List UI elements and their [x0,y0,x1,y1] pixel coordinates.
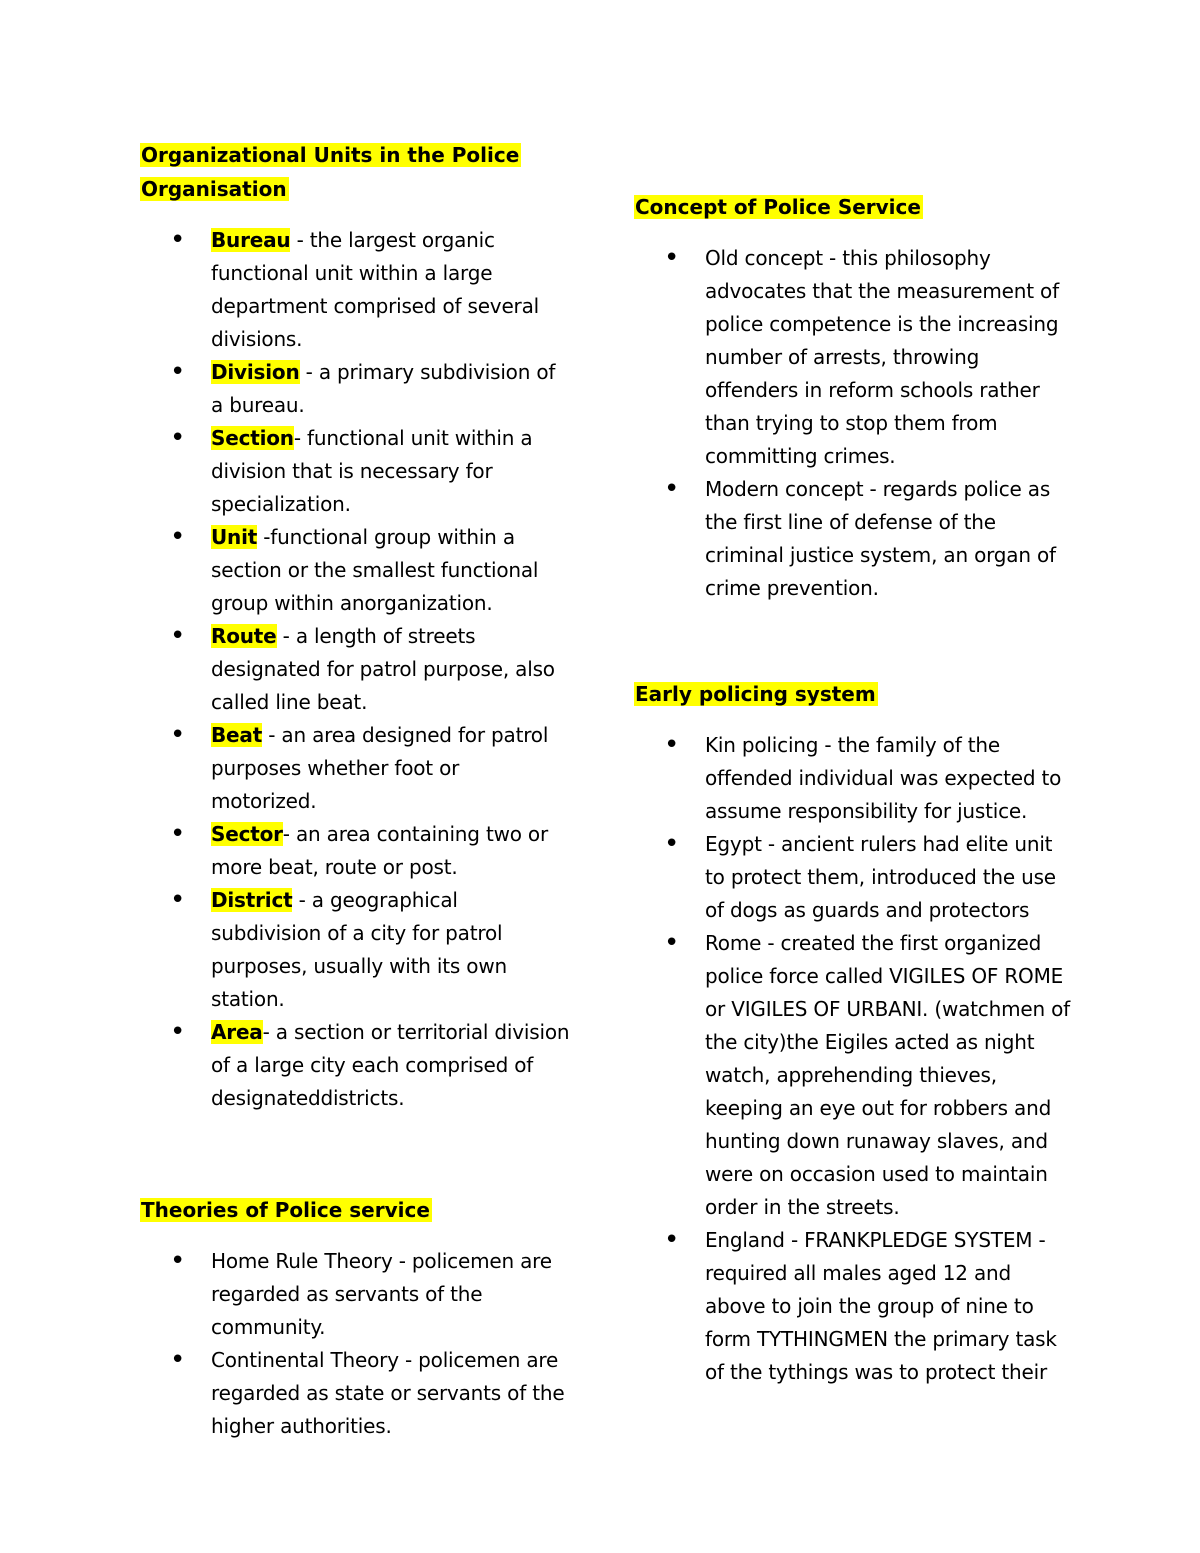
list-item [140,1016,570,1115]
list-item: • Kin policing - the family of the offended individual was expected to assume responsibility for justice. [634,729,1074,828]
heading-line: Organizational Units in the Police [141,143,520,167]
concept-list [634,242,1074,605]
list-item [140,620,570,719]
theories-list [140,1245,570,1443]
list-item [140,356,570,422]
term: Beat [211,723,263,747]
section-heading [140,138,570,206]
term: Route [211,624,277,648]
definition: - the largest organic functional unit within a large department comprised of several divisions. [211,228,539,351]
heading-line: Organisation [141,177,287,201]
list-item: • Home Rule Theory - policemen are regarded as servants of the community. [140,1245,570,1344]
list-item [140,818,570,884]
section-heading [634,190,1074,224]
definition: - a length of streets designated for patrol purpose, also called line beat. [211,624,555,714]
right-column [634,190,1074,1389]
list-item: • Modern concept - regards police as the first line of defense of the criminal justice system, an organ of crime prevention. [634,473,1074,605]
list-item: • England - FRANKPLEDGE SYSTEM - required all males aged 12 and above to join the group of nine to form TYTHINGMEN the primary task of the tythings was to protect their [634,1224,1074,1389]
list-item [140,719,570,818]
section-heading [140,1193,570,1227]
list-item: • Old concept - this philosophy advocates that the measurement of police competence is the increasing number of arrests, throwing offenders in reform schools rather than trying to stop them from committing crimes. [634,242,1074,473]
term: Unit [211,525,258,549]
section-organizational-units [140,138,570,1115]
heading-text: Theories of Police service [141,1198,430,1222]
definition: - a primary subdivision of a bureau. [211,360,556,417]
section-heading [634,677,1074,711]
term: Division [211,360,300,384]
list-item: • Rome - created the first organized police force called VIGILES OF ROME or VIGILES OF URBANI. (watchmen of the city)the Eigiles acted as night watch, apprehending thieves, keeping an eye out for robbers and hunting down runaway slaves, and were on occasion used to maintain order in the streets. [634,927,1074,1224]
definition: - functional unit within a division that is necessary for specialization. [211,426,533,516]
list-item [140,422,570,521]
early-policing-list [634,729,1074,1389]
left-column [140,138,570,1443]
list-item [140,224,570,356]
definition: -functional group within a section or the smallest functional group within anorganization. [211,525,539,615]
section-theories [140,1193,570,1443]
units-list [140,224,570,1115]
section-early-policing [634,677,1074,1389]
term: Area [211,1020,263,1044]
term: Sector [211,822,283,846]
term: Section [211,426,294,450]
term: Bureau [211,228,291,252]
list-item: • Egypt - ancient rulers had elite unit to protect them, introduced the use of dogs as guards and protectors [634,828,1074,927]
list-item [140,884,570,1016]
heading-text: Early policing system [635,682,876,706]
term: District [211,888,293,912]
section-concept [634,190,1074,605]
definition: - a section or territorial division of a large city each comprised of designateddistricts. [211,1020,570,1110]
definition: - an area designed for patrol purposes whether foot or motorized. [211,723,549,813]
list-item [140,521,570,620]
definition: - a geographical subdivision of a city for patrol purposes, usually with its own station. [211,888,507,1011]
list-item: • Continental Theory - policemen are regarded as state or servants of the higher authorities. [140,1344,570,1443]
heading-text: Concept of Police Service [635,195,921,219]
definition: - an area containing two or more beat, route or post. [211,822,548,879]
